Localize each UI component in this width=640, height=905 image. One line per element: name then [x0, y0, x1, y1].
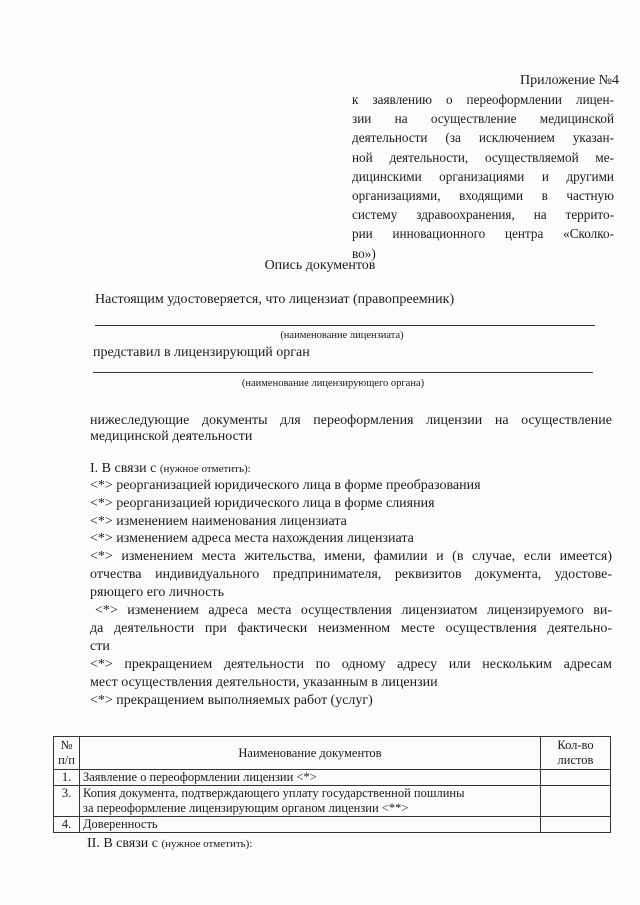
section1-heading-text: I. В связи с: [90, 461, 157, 476]
annex-line: зии на осуществление медицинской: [352, 111, 614, 127]
row-name: Заявление о переоформлении лицензии <*>: [80, 770, 541, 786]
authority-blank: [93, 372, 593, 373]
section2-note: (нужное отметить):: [161, 838, 253, 850]
licensee-caption: (наименование лицензиата): [280, 330, 404, 341]
table-row: [54, 817, 611, 833]
annex-line: дицинскими организациями и другими: [352, 168, 614, 184]
section2-heading: [87, 836, 252, 852]
section1-item-cont: ряющего его личность: [90, 585, 224, 600]
section1-item-cont: мест осуществления деятельности, указанным в лицензии: [90, 675, 438, 690]
intro-line: медицинской деятельности: [90, 429, 253, 444]
section1-item: <*> изменением места жительства, имени, фамилии и (в случае, если имеется): [90, 549, 612, 564]
intro-line: нижеследующие документы для переоформления лицензии на осуществление: [90, 413, 612, 428]
section1-item: <*> реорганизацией юридического лица в форме преобразования: [90, 478, 481, 493]
annex-line: деятельности (за исключением указан-: [352, 130, 614, 146]
header-number: [54, 737, 80, 770]
section1-item-cont: сти: [90, 639, 110, 654]
table-row: [54, 786, 611, 817]
annex-line: к заявлению о переоформлении лицен-: [352, 92, 614, 107]
row-number: 3.: [54, 786, 80, 817]
licensee-blank: [95, 325, 595, 326]
annex-line: организациями, входящими в частную: [352, 188, 614, 204]
section2-heading-text: II. В связи с: [87, 836, 158, 851]
header-name: Наименование документов: [80, 737, 541, 770]
row-qty: [541, 786, 611, 817]
header-qty-line: Кол-во: [557, 738, 594, 752]
section1-item: <*> изменением адреса места нахождения лицензиата: [90, 531, 414, 546]
section1-note: (нужное отметить):: [159, 463, 251, 475]
annex-reference: [352, 90, 614, 263]
row-number: 4.: [54, 817, 80, 833]
annex-line: рии инновационного центра «Сколко-: [352, 226, 614, 242]
document-title: Опись документов: [264, 258, 376, 273]
row-name-line: Копия документа, подтверждающего уплату государственной пошлины: [83, 786, 465, 800]
annex-line: систему здравоохранения, на террито-: [352, 207, 614, 223]
certify-line: Настоящим удостоверяется, что лицензиат (правопреемник): [95, 292, 455, 307]
section1-item: <*> изменением наименования лицензиата: [90, 514, 347, 529]
section1-item-cont: да деятельности при фактически неизменном месте осуществления деятельно-: [90, 621, 612, 636]
header-qty-line: листов: [557, 753, 594, 767]
table-header-row: [54, 737, 611, 770]
row-qty: [541, 770, 611, 786]
section1-heading: [90, 461, 251, 477]
section1-item-cont: отчества индивидуального предпринимателя, реквизитов документа, удостове-: [90, 567, 612, 582]
annex-line: во»): [352, 245, 376, 261]
submitted-line: представил в лицензирующий орган: [93, 345, 310, 360]
annex-line: ной деятельности, осуществляемой ме-: [352, 149, 614, 165]
row-name: Доверенность: [80, 817, 541, 833]
section1-item: <*> реорганизацией юридического лица в форме слияния: [90, 496, 435, 511]
row-name-line: за переоформление лицензирующим органом лицензии <**>: [83, 801, 409, 815]
row-qty: [541, 817, 611, 833]
documents-table: [53, 736, 611, 833]
table-row: [54, 770, 611, 786]
authority-caption: (наименование лицензирующего органа): [241, 378, 425, 389]
header-qty: [541, 737, 611, 770]
section1-item: <*> прекращением деятельности по одному адресу или нескольким адресам: [90, 657, 612, 672]
section1-item: <*> прекращением выполняемых работ (услуг): [90, 693, 373, 708]
annex-title: Приложение №4: [520, 73, 619, 88]
header-number-line: п/п: [58, 753, 75, 767]
section1-item: <*> изменением адреса места осуществления лицензиатом лицензируемого ви-: [95, 603, 612, 618]
row-number: 1.: [54, 770, 80, 786]
row-name: [80, 786, 541, 817]
header-number-line: №: [60, 738, 73, 752]
